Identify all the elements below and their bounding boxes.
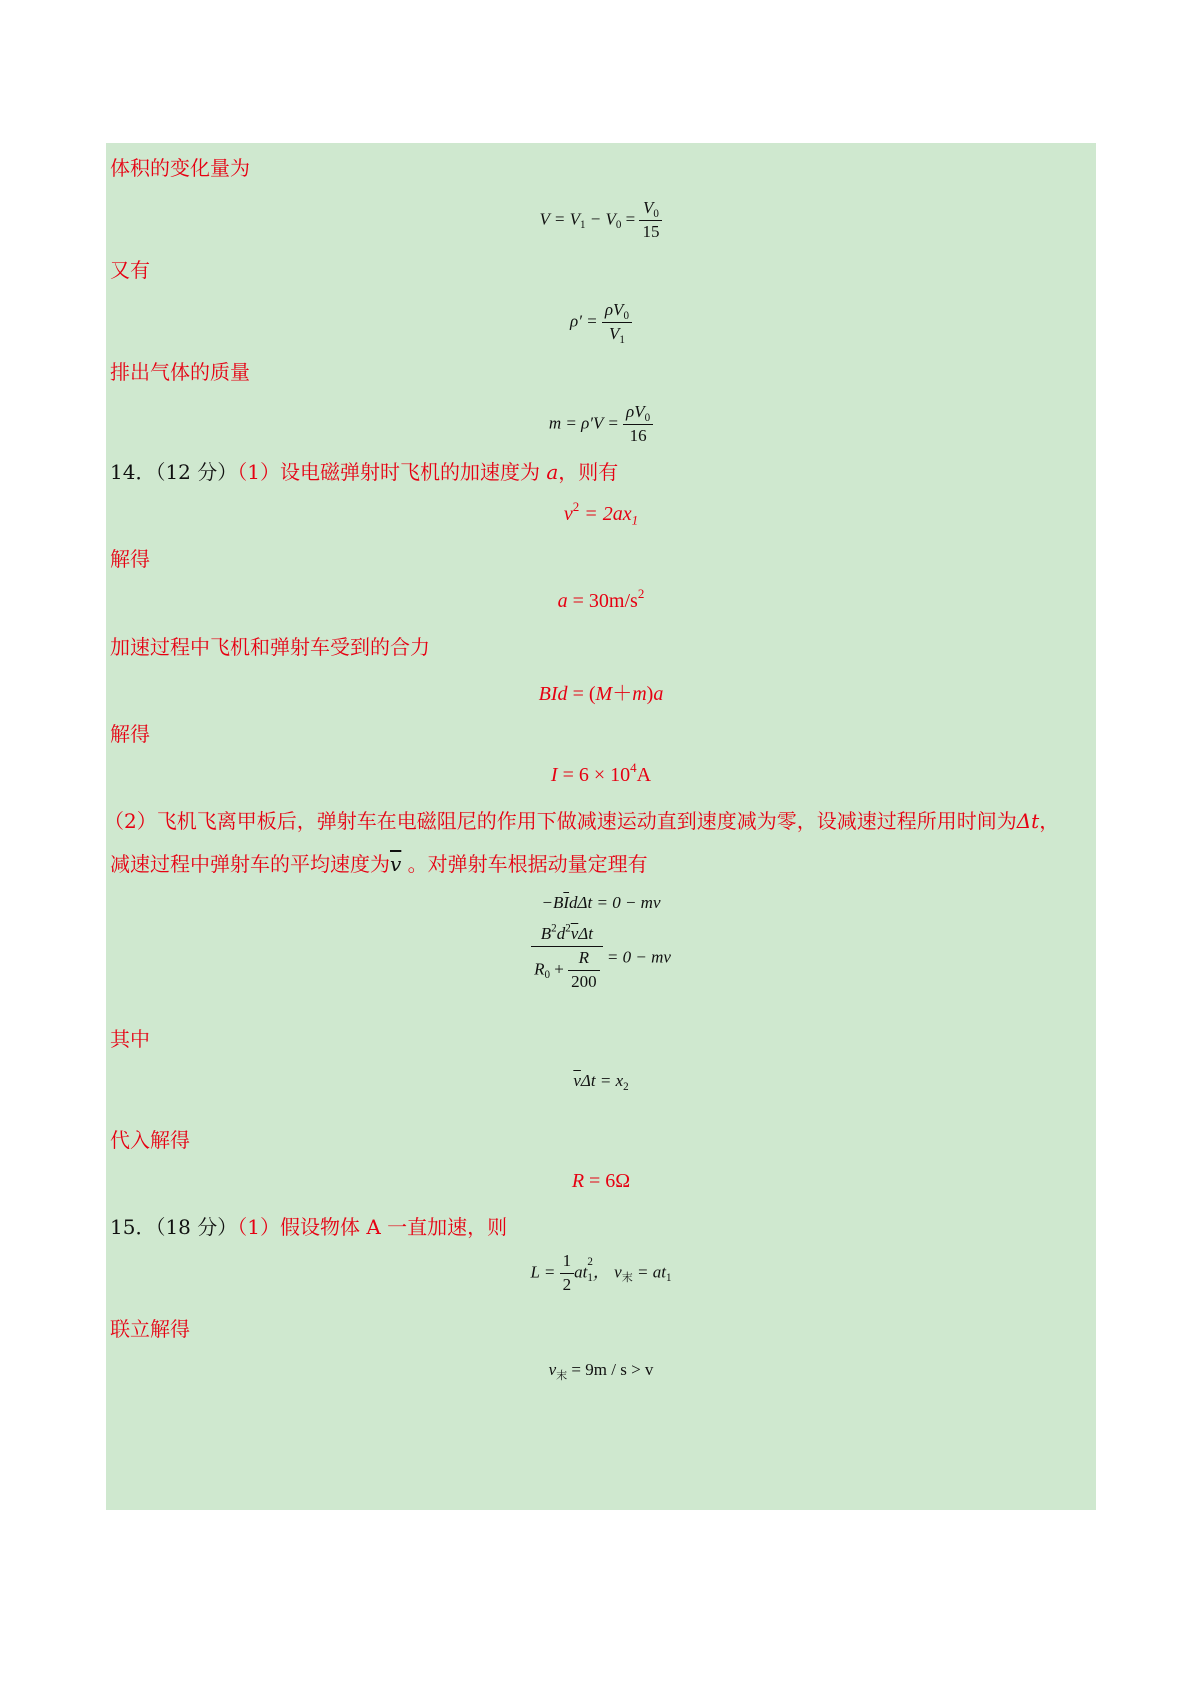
eq-sub: 末 [621,1272,633,1285]
equation-kinematics [106,498,1096,528]
eq-rest: Δt = x [580,1071,624,1090]
eq-sub: 0 [615,219,622,232]
eq-rest: = 6Ω [584,1170,631,1192]
inner-fraction [568,947,600,994]
q14-delta-t: Δt [1016,809,1040,833]
q14-text: （1）设电磁弹射时飞机的加速度为 [237,460,547,484]
eq-term: BId [538,683,568,705]
eq-term: ) [646,683,654,705]
equation-acceleration [106,585,1096,613]
question-14-part2-line2 [110,850,648,878]
frac-den: 15 [642,221,660,241]
eq-rhs: = 0 − mv [602,947,671,967]
eq-sub: 0 [623,309,629,322]
eq-var: I [550,764,558,786]
q14-vbar: $\overline{v}$ [390,852,402,876]
eq-sup: 2 [637,585,645,601]
eq-sup: 4 [630,759,637,775]
eq-sub: 末 [556,1369,568,1382]
eq-sub: 0 [653,207,659,220]
frac-num: R [568,947,600,971]
eq-rhs: = at [632,1262,666,1282]
q14-var: a [546,460,559,484]
eq-term: ， v [592,1262,622,1282]
fraction [639,197,662,244]
equation-force [106,677,1096,706]
eq-sub: 1 [665,1272,672,1285]
question-14-part2-line1 [104,807,1059,835]
eq-term: d [556,924,566,943]
equation-resistance [106,1170,1096,1193]
eq-rest: = 9m / s > v [567,1360,654,1379]
frac-num: ρV [604,300,624,319]
text-solve-2: 解得 [110,722,150,746]
eq-term: M [595,683,613,705]
eq-term: + [550,959,569,979]
fraction [602,299,632,346]
eq-sign: = [621,209,640,229]
frac-num: ρV [626,402,645,421]
frac-den: 16 [629,425,647,445]
eq-rest: = 2ax [579,503,632,525]
q14-part2-text: 减速过程中弹射车的平均速度为 [110,852,390,876]
text-where: 其中 [110,1027,150,1051]
text-volume-change: 体积的变化量为 [110,156,250,180]
question-15-label: 15．（18 分） [110,1215,238,1239]
eq-vbar: $\overline{v}$ [573,1071,581,1090]
fraction [560,1250,575,1297]
eq-lhs: ρ′ = [570,311,602,331]
eq-term: R [534,959,545,979]
eq-lhs: L = [530,1262,560,1282]
text-also-have: 又有 [110,258,150,282]
equation-displacement [106,1071,1096,1091]
fraction [531,923,603,994]
eq-term: m [632,683,647,705]
question-14-label: 14．（12 分） [110,460,238,484]
equation-motion: L = $\frac{1}{2}$ $at_1$ 2 ， $v_末 = at_1$ [106,1250,1096,1297]
eq-term: Δt [578,924,593,943]
equation-mass [106,401,1096,448]
q14-comma: ， [1039,809,1060,833]
frac-den: 2 [562,1274,572,1294]
eq-sub: 1 [587,1272,593,1285]
q15-text: （1）假设物体 A 一直加速，则 [237,1215,508,1239]
equation-volume-change [106,197,1096,244]
eq-term: − V [585,209,616,229]
eq-var: v [563,503,573,525]
question-15-part1 [110,1213,507,1241]
q14-text-end: ，则有 [558,460,619,484]
text-gas-mass: 排出气体的质量 [110,360,250,384]
eq-term: −B [541,893,564,912]
eq-term: B [540,924,552,943]
fraction [623,401,653,448]
eq-rest: = 30m/s [567,590,638,612]
equation-final-velocity [106,1360,1096,1380]
text-combine: 联立解得 [110,1317,190,1341]
eq-ibar: $\overline{I}$ [563,893,570,912]
text-solve-1: 解得 [110,547,150,571]
question-14-part1 [110,458,618,486]
equation-momentum-1 [106,893,1096,913]
frac-num: 1 [560,1250,575,1274]
eq-term: ＋ [612,683,633,705]
eq-lhs: m = ρ′V = [548,413,624,433]
eq-sub: 1 [579,219,586,232]
eq-term: dΔt = 0 − mv [569,893,661,912]
eq-sup: 2 [565,922,571,935]
eq-var: R [571,1170,585,1192]
eq-sub: 2 [623,1080,629,1093]
eq-unit: A [636,764,652,786]
eq-var: a [557,590,568,612]
eq-var: v [548,1360,557,1379]
eq-var: V [539,209,550,229]
eq-sub: 0 [544,969,551,982]
eq-sub: 1 [631,512,639,528]
eq-term: at [574,1262,588,1282]
text-net-force: 加速过程中飞机和弹射车受到的合力 [110,635,430,659]
eq-rest: = 6 × 10 [557,764,631,786]
text-substitute: 代入解得 [110,1128,190,1152]
frac-num: V [643,198,654,217]
equation-density [106,299,1096,346]
eq-sub: 1 [619,333,625,346]
equation-current [106,759,1096,787]
frac-den: 200 [571,971,597,991]
eq-term: a [653,683,664,705]
eq-term: = V [549,209,580,229]
eq-sub: 0 [644,411,651,424]
q14-part2-text: （2）飞机飞离甲板后，弹射车在电磁阻尼的作用下做减速运动直到速度减为零，设减速过程所用时间为 [104,809,1017,833]
frac-den: V [608,323,620,343]
eq-vbar: $\overline{v}$ [570,924,579,943]
eq-term: = ( [567,683,596,705]
equation-momentum-2 [106,923,1096,994]
q14-part2-text-end: 。对弹射车根据动量定理有 [401,852,648,876]
eq-sup: 2 [572,498,580,514]
eq-sup: 2 [551,922,557,935]
